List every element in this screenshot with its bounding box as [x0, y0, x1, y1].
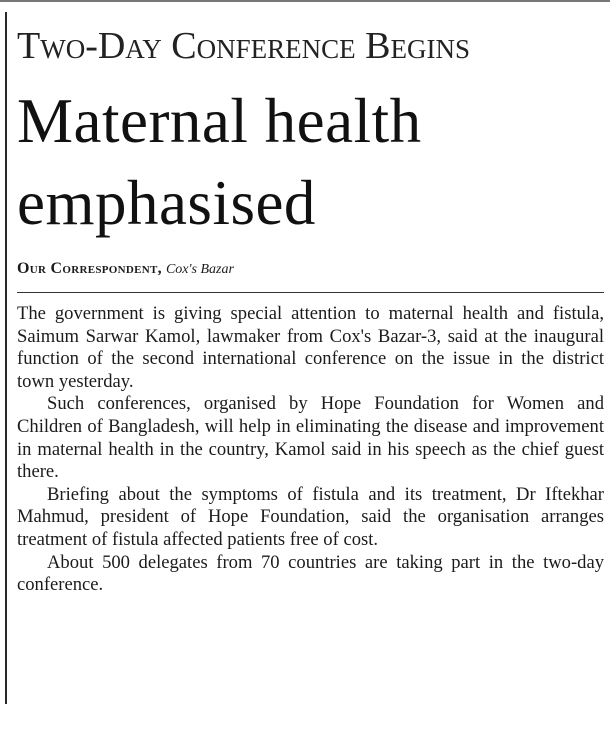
- paragraph-4: About 500 delegates from 70 countries are taking part in the two-day conference.: [17, 551, 604, 596]
- kicker-headline: Two-Day Conference Begins: [17, 25, 471, 67]
- byline-author: Our Correspondent,: [17, 260, 162, 277]
- byline-divider: [17, 292, 604, 293]
- paragraph-2: Such conferences, organised by Hope Foundation for Women and Children of Bangladesh, will help in eliminating the disease and improvement in maternal health in the country, Kamol said in his speech as the chief guest there.: [17, 393, 604, 483]
- column-rule: [5, 12, 7, 704]
- paragraph-1: The government is giving special attention to maternal health and fistula, Saimum Sarwar Kamol, lawmaker from Cox's Bazar-3, said at the inaugural function of the second international conference on the issue in the district town yesterday.: [17, 303, 604, 392]
- top-rule: [0, 0, 610, 2]
- headline-line-2: emphasised: [17, 168, 316, 238]
- paragraph-3: Briefing about the symptoms of fistula and its treatment, Dr Iftekhar Mahmud, president of Hope Foundation, said the organisation arranges treatment of fistula affected patients free of cost.: [17, 483, 604, 550]
- headline-line-1: Maternal health: [17, 86, 422, 156]
- article-body: [17, 303, 604, 597]
- main-headline: [17, 80, 422, 244]
- byline-location: Cox's Bazar: [165, 262, 234, 277]
- byline: [17, 259, 234, 280]
